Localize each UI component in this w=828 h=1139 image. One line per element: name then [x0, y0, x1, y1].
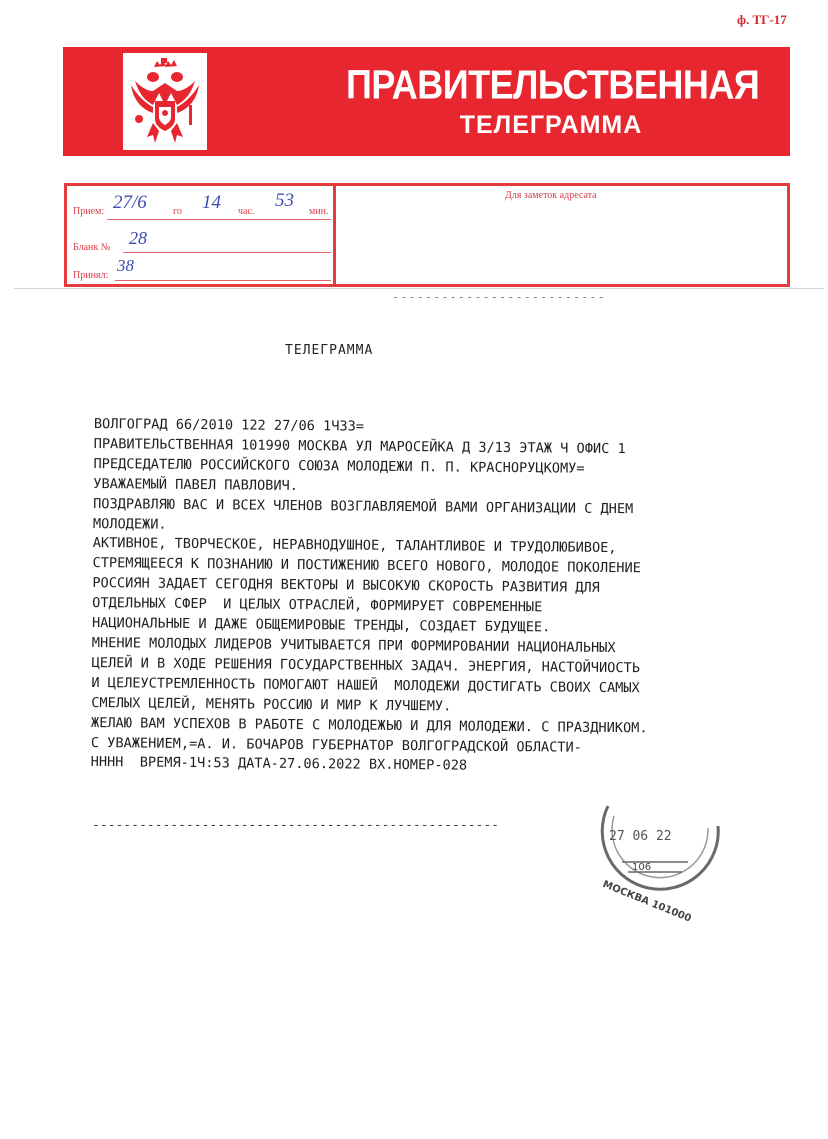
separator-top: -------------------------- [392, 290, 606, 304]
body-line: ВОЛГОГРАД 66/2010 122 27/06 1Ч33= [93, 415, 365, 435]
accepted-underline [115, 280, 331, 281]
body-line: СМЕЛЫХ ЦЕЛЕЙ, МЕНЯТЬ РОССИЮ И МИР К ЛУЧШЕМУ. [91, 694, 452, 715]
body-line: ПРАВИТЕЛЬСТВЕННАЯ 101990 МОСКВА УЛ МАРОСЕЙКА Д 3/13 ЭТАЖ Ч ОФИС 1 [93, 435, 626, 458]
stamp-date: 27 06 22 [609, 829, 672, 844]
document-heading: ТЕЛЕГРАММА [285, 343, 374, 358]
body-line: РОССИЯН ЗАДАЕТ СЕГОДНЯ ВЕКТОРЫ И ВЫСОКУЮ СКОРОСТЬ РАЗВИТИЯ ДЛЯ [92, 575, 600, 597]
blank-label: Бланк № [73, 242, 111, 253]
registration-box [64, 183, 790, 287]
stamp-number: 106 [632, 862, 652, 873]
received-hour: 14 [202, 192, 221, 213]
accepted-label: Принял: [73, 270, 109, 281]
form-code: ф. ТГ-17 [737, 12, 787, 27]
banner-subtitle: ТЕЛЕГРАММА [459, 111, 643, 139]
blank-number: 28 [129, 228, 147, 248]
tear-line [14, 288, 824, 289]
received-underline [107, 219, 331, 220]
header-banner [63, 47, 790, 156]
stamp-city: МОСКВА 101000 [600, 879, 693, 925]
coat-of-arms-icon [123, 53, 207, 150]
year-label: го [173, 206, 182, 217]
minute-label: мин. [309, 206, 329, 217]
telegram-body [91, 415, 754, 780]
hour-label: час. [238, 206, 255, 217]
body-line: УВАЖАЕМЫЙ ПАВЕЛ ПАВЛОВИЧ. [93, 475, 299, 494]
body-line: ПРЕДСЕДАТЕЛЮ РОССИЙСКОГО СОЮЗА МОЛОДЕЖИ П. П. КРАСНОРУЦКОМУ= [93, 455, 585, 477]
body-line: СТРЕМЯЩЕЕСЯ К ПОЗНАНИЮ И ПОСТИЖЕНИЮ ВСЕГО НОВОГО, МОЛОДОЕ ПОКОЛЕНИЕ [92, 555, 641, 577]
accepted-by: 38 [117, 256, 134, 275]
body-line: С УВАЖЕНИЕМ,=А. И. БОЧАРОВ ГУБЕРНАТОР ВОЛГОГРАДСКОЙ ОБЛАСТИ- [90, 734, 582, 756]
body-line: МОЛОДЕЖИ. [92, 515, 167, 533]
body-line: МНЕНИЕ МОЛОДЫХ ЛИДЕРОВ УЧИТЫВАЕТСЯ ПРИ ФОРМИРОВАНИИ НАЦИОНАЛЬНЫХ [91, 634, 616, 656]
registration-divider [333, 186, 336, 284]
body-line: ОТДЕЛЬНЫХ СФЕР И ЦЕЛЫХ ОТРАСЛЕЙ, ФОРМИРУЕТ СОВРЕМЕННЫЕ [92, 595, 543, 616]
body-line: АКТИВНОЕ, ТВОРЧЕСКОЕ, НЕРАВНОДУШНОЕ, ТАЛАНТЛИВОЕ И ТРУДОЛЮБИВОЕ, [92, 535, 617, 557]
body-line: НАЦИОНАЛЬНЫЕ И ДАЖЕ ОБЩЕМИРОВЫЕ ТРЕНДЫ, СОЗДАЕТ БУДУЩЕЕ. [91, 615, 551, 636]
received-label: Прием: [73, 206, 105, 217]
received-minute: 53 [275, 190, 294, 211]
body-line: ЦЕЛЕЙ И В ХОДЕ РЕШЕНИЯ ГОСУДАРСТВЕННЫХ ЗАДАЧ. ЭНЕРГИЯ, НАСТОЙЧИОСТЬ [91, 654, 641, 677]
body-line: ЖЕЛАЮ ВАМ УСПЕХОВ В РАБОТЕ С МОЛОДЕЖЬЮ И ДЛЯ МОЛОДЕЖИ. С ПРАЗДНИКОМ. [90, 714, 648, 736]
body-line: НННН ВРЕМЯ-1Ч:53 ДАТА-27.06.2022 ВХ.НОМЕР-028 [90, 754, 468, 775]
received-date: 27/6 [113, 192, 147, 213]
recipient-notes-label: Для заметок адресата [505, 190, 597, 201]
banner-title: ПРАВИТЕЛЬСТВЕННАЯ [346, 61, 760, 108]
separator-bottom: ---------------------------------------------------- [92, 818, 499, 833]
body-line: ПОЗДРАВЛЯЮ ВАС И ВСЕХ ЧЛЕНОВ ВОЗГЛАВЛЯЕМОЙ ВАМИ ОРГАНИЗАЦИИ С ДНЕМ [93, 495, 634, 517]
blank-underline [123, 252, 331, 253]
body-line: И ЦЕЛЕУСТРЕМЛЕННОСТЬ ПОМОГАЮТ НАШЕЙ МОЛОДЕЖИ ДОСТИГАТЬ СВОИХ САМЫХ [91, 674, 640, 697]
